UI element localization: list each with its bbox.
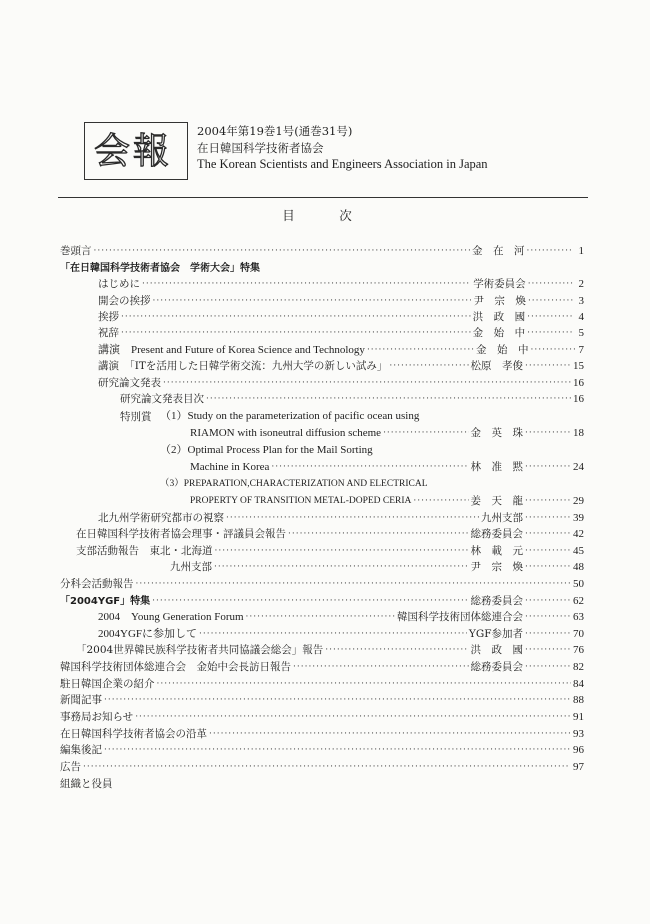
- dot-leader: [226, 511, 479, 526]
- toc-row: [76, 527, 584, 542]
- toc-entry-title: 事務局お知らせ: [60, 711, 134, 723]
- toc-heading: 目 次: [282, 208, 368, 223]
- dot-leader: [525, 544, 571, 559]
- toc-entry-title: 開会の挨拶: [98, 295, 151, 307]
- toc-entry-title: 講演 「ITを活用した日韓学術交流：九州大学の新しい試み」: [98, 360, 388, 372]
- toc-entry-author: YGF参加者: [468, 628, 523, 640]
- org-name-jp: 在日韓国科学技術者協会: [197, 141, 324, 155]
- toc-entry-author: 金 在 河: [471, 245, 525, 257]
- toc-entry-title: 駐日韓国企業の紹介: [60, 678, 155, 690]
- toc-entry-title: 挨拶: [98, 311, 119, 323]
- toc-entry-page: 1: [578, 245, 584, 257]
- toc-row: [60, 261, 584, 276]
- toc-entry-author: 林 准 黙: [470, 461, 523, 473]
- toc-entry-title: 2004YGFに参加して: [98, 628, 198, 640]
- org-name-en: The Korean Scientists and Engineers Association in Japan: [197, 157, 488, 171]
- kaihou-logo-text: 会報: [94, 131, 173, 172]
- special-prize-label: 特別賞: [120, 411, 152, 423]
- toc-row: [60, 594, 584, 609]
- toc-row: [98, 343, 584, 358]
- toc-row: [60, 693, 584, 708]
- dot-leader: [121, 326, 471, 341]
- toc-row: [60, 244, 584, 259]
- toc-row: [98, 627, 584, 642]
- toc-entry-page: 62: [573, 595, 584, 607]
- toc-entry-page: 18: [573, 427, 584, 439]
- toc-entry-title: 分科会活動報告: [60, 578, 134, 590]
- dot-leader: [94, 244, 470, 259]
- dot-leader: [525, 527, 571, 542]
- dot-leader: [367, 343, 474, 358]
- toc-entry-page: 24: [573, 461, 584, 473]
- toc-entry-author: 金 英 珠: [470, 427, 523, 439]
- dot-leader: [525, 610, 571, 625]
- toc-row: [98, 310, 584, 325]
- toc-entry-author: 九州支部: [481, 512, 523, 524]
- dot-leader: [525, 494, 571, 509]
- dot-leader: [157, 677, 572, 692]
- toc-entry-title: 「2004YGF」特集: [60, 596, 151, 607]
- toc-row: [98, 610, 584, 625]
- toc-row: [60, 777, 584, 792]
- toc-entry-page: 45: [573, 545, 584, 557]
- dot-leader: [525, 460, 571, 475]
- toc-row: [160, 477, 584, 492]
- dot-leader: [525, 627, 571, 642]
- dot-leader: [525, 643, 571, 658]
- toc-entry-title: 研究論文発表目次: [120, 393, 204, 405]
- dot-leader: [413, 494, 468, 509]
- toc-entry-title: 講演 Present and Future of Korea Science and Technology: [98, 344, 365, 356]
- toc-row: [60, 710, 584, 725]
- toc-row: [190, 426, 584, 441]
- dot-leader: [153, 294, 472, 309]
- header-divider: [58, 197, 588, 198]
- dot-leader: [142, 277, 471, 292]
- toc-row: [170, 560, 584, 575]
- toc-entry-title: 韓国科学技術団体総連合会 金始中会長訪日報告: [60, 661, 291, 673]
- toc-entry-author: 尹 宗 煥: [470, 561, 523, 573]
- dot-leader: [209, 727, 571, 742]
- dot-leader: [121, 310, 471, 325]
- dot-leader: [526, 244, 572, 259]
- toc-row: [60, 760, 584, 775]
- toc-entry-page: 15: [573, 360, 584, 372]
- toc-row: [160, 443, 584, 458]
- toc-entry-page: 3: [578, 295, 584, 307]
- toc-entry-author: 総務委員会: [470, 528, 523, 540]
- dot-leader: [389, 359, 468, 374]
- toc-entry-title: 編集後記: [60, 744, 102, 756]
- toc-row: [98, 376, 584, 391]
- toc-entry-author: 洪 政 國: [470, 644, 523, 656]
- toc-entry-author: 洪 政 國: [472, 311, 526, 323]
- toc-entry-title: 北九州学術研究都市の視察: [98, 512, 224, 524]
- toc-entry-title: RIAMON with isoneutral diffusion scheme: [190, 427, 382, 439]
- toc-row: [120, 392, 584, 407]
- toc-entry-title: Machine in Korea: [190, 461, 270, 473]
- toc-entry-author: 総務委員会: [470, 595, 523, 607]
- dot-leader: [525, 359, 571, 374]
- dot-leader: [199, 627, 467, 642]
- dot-leader: [136, 577, 572, 592]
- toc-entry-page: 5: [578, 327, 584, 339]
- dot-leader: [325, 643, 468, 658]
- toc-entry-title: 新聞記事: [60, 694, 102, 706]
- toc-entry-title: （2）Optimal Process Plan for the Mail Sorting: [160, 444, 373, 456]
- toc-entry-page: 96: [573, 744, 584, 756]
- toc-row: [60, 727, 584, 742]
- toc-entry-title: PROPERTY OF TRANSITION METAL-DOPED CERIA: [190, 496, 412, 506]
- dot-leader: [525, 560, 571, 575]
- toc-entry-title: 在日韓国科学技術者協会の沿革: [60, 728, 207, 740]
- toc-entry-title: 組織と役員: [60, 778, 113, 790]
- toc-entry-title: 2004 Young Generation Forum: [98, 611, 244, 623]
- toc-entry-page: 84: [573, 678, 584, 690]
- toc-entry-title: 巻頭言: [60, 245, 92, 257]
- dot-leader: [527, 310, 573, 325]
- toc-row: [60, 677, 584, 692]
- toc-entry-author: 姜 天 龍: [470, 495, 523, 507]
- dot-leader: [215, 544, 469, 559]
- dot-leader: [383, 426, 468, 441]
- toc-entry-page: 50: [573, 578, 584, 590]
- dot-leader: [206, 392, 571, 407]
- dot-leader: [271, 460, 468, 475]
- toc-entry-page: 4: [578, 311, 584, 323]
- toc-entry-author: 金 始 中: [472, 327, 526, 339]
- toc-entry-title: （1）Study on the parameterization of pacific ocean using: [160, 410, 420, 422]
- toc-entry-author: 韓国科学技術団体総連合会: [397, 611, 523, 623]
- dot-leader: [528, 294, 574, 309]
- dot-leader: [527, 326, 573, 341]
- dot-leader: [293, 660, 469, 675]
- dot-leader: [525, 426, 571, 441]
- toc-row: [190, 494, 584, 509]
- toc-row: [160, 409, 584, 424]
- toc-entry-title: 九州支部: [170, 561, 212, 573]
- toc-row: [98, 326, 584, 341]
- toc-row: [98, 511, 584, 526]
- toc-entry-page: 29: [573, 495, 584, 507]
- dot-leader: [528, 277, 574, 292]
- dot-leader: [83, 760, 570, 775]
- toc-entry-page: 16: [573, 377, 584, 389]
- toc-entry-title: 広告: [60, 761, 81, 773]
- dot-leader: [531, 343, 577, 358]
- toc-row: [76, 643, 584, 658]
- toc-entry-title: 「2004世界韓民族科学技術者共同協議会総会」報告: [76, 644, 324, 656]
- toc-entry-title: 「在日韓国科学技術者協会 学術大会」特集: [60, 263, 260, 274]
- toc-entry-title: 在日韓国科学技術者協会理事・評議員会報告: [76, 528, 286, 540]
- toc-entry-author: 松原 孝俊: [470, 360, 523, 372]
- toc-entry-author: 金 始 中: [476, 344, 529, 356]
- dot-leader: [288, 527, 469, 542]
- dot-leader: [214, 560, 469, 575]
- kaihou-logo-box: [84, 122, 188, 180]
- toc-row: [60, 577, 584, 592]
- toc-row: [60, 660, 584, 675]
- toc-entry-title: はじめに: [98, 278, 140, 290]
- toc-row: [98, 294, 584, 309]
- dot-leader: [163, 376, 571, 391]
- dot-leader: [135, 710, 571, 725]
- issue-line: 2004年第19巻1号(通巻31号): [197, 124, 353, 138]
- toc-entry-page: 97: [573, 761, 584, 773]
- toc-entry-author: 総務委員会: [470, 661, 523, 673]
- toc-entry-title: （3）PREPARATION,CHARACTERIZATION AND ELECTRICAL: [160, 479, 428, 489]
- toc-entry-title: 研究論文発表: [98, 377, 161, 389]
- toc-row: [76, 544, 584, 559]
- dot-leader: [525, 594, 571, 609]
- dot-leader: [525, 511, 571, 526]
- toc-row: [60, 743, 584, 758]
- toc-entry-page: 7: [578, 344, 584, 356]
- toc-entry-page: 42: [573, 528, 584, 540]
- toc-entry-page: 88: [573, 694, 584, 706]
- toc-entry-page: 91: [573, 711, 584, 723]
- toc-entry-page: 70: [573, 628, 584, 640]
- toc-entry-author: 林 載 元: [470, 545, 523, 557]
- toc-entry-page: 93: [573, 728, 584, 740]
- toc-entry-page: 2: [578, 278, 584, 290]
- toc-entry-author: 尹 宗 煥: [473, 295, 526, 307]
- toc-entry-page: 76: [573, 644, 584, 656]
- toc-entry-page: 63: [573, 611, 584, 623]
- toc-entry-page: 48: [573, 561, 584, 573]
- toc-entry-page: 16: [573, 393, 584, 405]
- dot-leader: [104, 743, 570, 758]
- toc-row: [190, 460, 584, 475]
- dot-leader: [152, 594, 468, 609]
- toc-row: [98, 359, 584, 374]
- dot-leader: [246, 610, 395, 625]
- dot-leader: [525, 660, 571, 675]
- toc-row: [98, 277, 584, 292]
- toc-entry-author: 学術委員会: [473, 278, 526, 290]
- toc-entry-page: 39: [573, 512, 584, 524]
- toc-entry-title: 支部活動報告 東北・北海道: [76, 545, 213, 557]
- dot-leader: [104, 693, 570, 708]
- toc-entry-page: 82: [573, 661, 584, 673]
- toc-entry-title: 祝辞: [98, 327, 119, 339]
